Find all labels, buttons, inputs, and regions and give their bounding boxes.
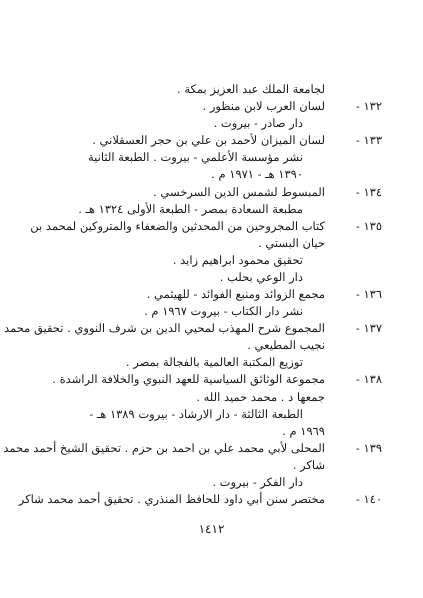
entry-135-line-4: دار الوعي بحلب .	[219, 270, 303, 284]
entry-number: ١٣٥ -	[355, 219, 382, 233]
entry-133-line-1: لسان الميزان لأحمد بن علي بن حجر العسقلاني .	[92, 133, 325, 147]
entry-number: ١٤٠ -	[355, 492, 382, 506]
entry-137-line-2: نجيب المطيعي .	[247, 338, 325, 352]
page-number: ١٤١٢	[198, 522, 225, 536]
entry-number: ١٣٩ -	[355, 441, 382, 455]
entry-138-line-2: جمعها د . محمد حميد الله .	[196, 390, 325, 404]
entry-138-line-4: ١٩٦٩ م .	[282, 424, 325, 438]
entry-136-line-2: نشر دار الكتاب - بيروت ١٩٦٧ م .	[144, 304, 303, 318]
entry-133-line-3: ١٣٩٠ هـ - ١٩٧١ م .	[211, 167, 303, 181]
entry-131-line-1: لجامعة الملك عبد العزيز بمكة .	[177, 82, 325, 96]
entry-140-line-1: مختصر سنن أبي داود للحافظ المنذري . تحقيق أحمد محمد شاكر	[18, 492, 325, 506]
entry-number: ١٣٤ -	[355, 185, 382, 199]
entry-139-line-2: شاكر .	[292, 458, 325, 472]
entry-135-line-1: كتاب المجروحين من المحدثين والضعفاء والمتروكين لمحمد بن	[30, 219, 325, 233]
entry-134-line-1: المبسوط لشمس الدين السرخسي .	[153, 185, 325, 199]
entry-139-line-1: المحلى لأبي محمد علي بن احمد بن حزم . تحقيق الشيخ أحمد محمد	[3, 441, 325, 455]
entry-138-line-3: الطبعة الثالثة - دار الارشاد - بيروت ١٣٨٩ هـ -	[89, 407, 303, 421]
entry-135-line-2: حيان البستي .	[258, 236, 325, 250]
entry-138-line-1: مجموعة الوثائق السياسية للعهد النبوي والخلافة الراشدة .	[52, 372, 325, 386]
entry-number: ١٣٧ -	[355, 321, 382, 335]
entry-number: ١٣٨ -	[355, 372, 382, 386]
entry-number: ١٣٦ -	[355, 287, 382, 301]
entry-133-line-2: نشر مؤسسة الأعلمي - بيروت . الطبعة الثانية	[88, 150, 303, 164]
entry-number: ١٣٣ -	[355, 133, 382, 147]
entry-number: ١٣٢ -	[355, 99, 382, 113]
entry-132-line-2: دار صادر - بيروت .	[213, 116, 303, 130]
entry-134-line-2: مطبعة السعادة بمصر - الطبعة الأولى ١٣٢٤ هـ .	[78, 202, 303, 216]
entry-137-line-1: المجموع شرح المهذب لمحيي الدين بن شرف النووي . تحقيق محمد	[4, 321, 325, 335]
entry-132-line-1: لسان العرب لابن منظور .	[202, 99, 325, 113]
entry-137-line-3: توزيع المكتبة العالمية بالفجالة بمصر .	[125, 355, 303, 369]
entry-139-line-3: دار الفكر - بيروت .	[212, 475, 303, 489]
entry-135-line-3: تحقيق محمود ابراهيم زايد .	[172, 253, 303, 267]
entry-136-line-1: مجمع الزوائد ومنبع الفوائد - للهيثمي .	[146, 287, 325, 301]
